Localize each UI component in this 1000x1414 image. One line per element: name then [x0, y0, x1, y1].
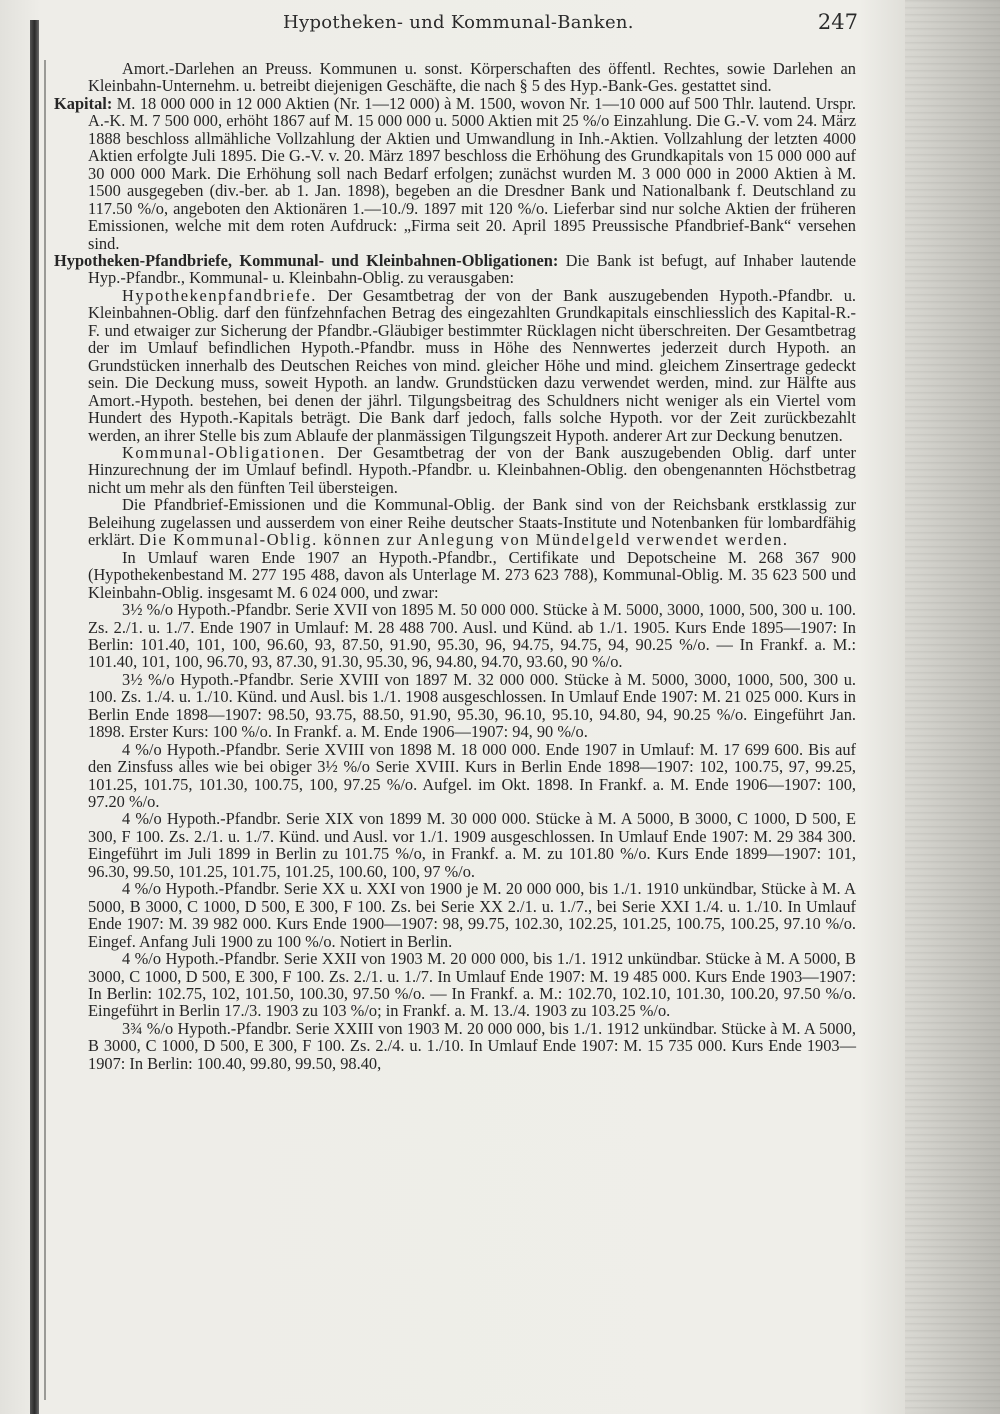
spaced-term: Die Kommunal-Oblig. können zur Anlegung von Mündelgeld verwendet werden. — [138, 530, 789, 550]
paragraph-text: 3½ %/o Hypoth.-Pfandbr. Serie XVII von 1895 M. 50 000 000. Stücke à M. 5000, 3000, 1000, 500, 300 u. 100. Zs. 2./1. u. 1./7. Ende 1907 in Umlauf: M. 28 488 700. Ausl. und Künd. ab 1./1. 1905. Kurs Ende 1895—1907: In Berlin: 101.40, 101, 100, 96.60, 93, 87.50, 91.90, 95.30, 96, 94.75, 94.75, 94, 90.25 %/o. — In Frankf. a. M.: 101.40, 101, 100, 96.70, 93, 87.30, 91.30, 95.30, 96, 94.80, 94.70, 93.60, 90 %/o. — [88, 600, 856, 672]
page-edge — [905, 0, 1000, 1414]
spaced-term: Hypothekenpfandbriefe. — [122, 285, 317, 305]
paragraph-p11 — [88, 810, 856, 880]
paragraph-p05 — [88, 444, 856, 496]
binding-shadow — [44, 60, 46, 1400]
paragraph-text: Die Bank ist befugt, auf Inhaber lautende Hyp.-Pfandbr., Kommunal- u. Kleinbahn-Oblig. zu verausgaben: — [88, 250, 856, 288]
paragraph-p14 — [88, 1020, 856, 1072]
paragraph-p13 — [88, 950, 856, 1020]
paragraph-text: 3½ %/o Hypoth.-Pfandbr. Serie XVIII von 1897 M. 32 000 000. Stücke à M. 5000, 3000, 1000, 500, 300 u. 100. Zs. 1./4. u. 1./10. Künd. und Ausl. bis 1./1. 1908 ausgeschlossen. In Umlauf Ende 1907: M. 21 025 000. Kurs in Berlin Ende 1898—1907: 98.50, 93.75, 88.50, 91.90, 95.30, 96.10, 95.10, 94.80, 94, 90.25 %/o. Eingeführt Jan. 1898. Erster Kurs: 100 %/o. In Frankf. a. M. Ende 1906—1907: 94, 90 %/o. — [88, 669, 856, 742]
paragraph-p06 — [88, 496, 856, 548]
paragraph-p10 — [88, 741, 856, 811]
page-number: 247 — [817, 10, 858, 34]
paragraph-text: Die Pfandbrief-Emissionen und die Kommunal-Oblig. der Bank sind von der Reichsbank erstklassig zur Beleihung zugelassen und ausserdem von einer Reihe deutscher Staats-Institute und Notenbanken für lombardfähig erklärt. — [88, 495, 856, 550]
paragraph-p12 — [88, 880, 856, 950]
paragraph-p04 — [88, 287, 856, 444]
paragraph-text: In Umlauf waren Ende 1907 an Hypoth.-Pfandbr., Certifikate und Depotscheine M. 268 367 900 (Hypothekenbestand M. 277 195 488, davon als Unterlage M. 273 623 788), Kommunal-Oblig. M. 35 623 500 und Kleinbahn-Oblig. insgesamt M. 6 024 000, und zwar: — [88, 547, 856, 602]
paragraph-text: 4 %/o Hypoth.-Pfandbr. Serie XXII von 1903 M. 20 000 000, bis 1./1. 1912 unkündbar. Stücke à M. A 5000, B 3000, C 1000, D 500, E 300, F 100. Zs. 2./1. u. 1./7. In Umlauf Ende 1907: M. 19 485 000. Kurs Ende 1903—1907: In Berlin: 102.75, 102, 101.50, 100.30, 97.50 %/o. — In Frankf. a. M.: 102.70, 102.10, 101.30, 100.20, 97.50 %/o. Eingeführt in Berlin 17./3. 1903 zu 103 %/o; in Frankf. a. M. 13./4. 1903 zu 103.25 %/o. — [88, 949, 856, 1021]
section-heading: Hypotheken-Pfandbriefe, Kommunal- und Kleinbahnen-Obligationen: — [54, 250, 559, 270]
paragraph-p03 — [54, 250, 856, 288]
section-heading: Kapital: — [54, 93, 113, 113]
paragraph-text: 4 %/o Hypoth.-Pfandbr. Serie XIX von 1899 M. 30 000 000. Stücke à M. A 5000, B 3000, C 1000, D 500, E 300, F 100. Zs. 2./1. u. 1./7. Künd. und Ausl. vor 1./1. 1909 ausgeschlossen. In Umlauf Ende 1907: M. 29 384 300. Eingeführt im Juli 1899 in Berlin zu 101.75 %/o, in Frankf. a. M. zu 101.80 %/o. Kurs Ende 1899—1907: 101, 96.30, 99.50, 101.25, 101.75, 101.25, 100.60, 100, 97 %/o. — [88, 809, 856, 881]
paragraph-p07 — [88, 549, 856, 601]
spaced-term: Kommunal-Obligationen. — [122, 442, 327, 462]
paragraph-text: 4 %/o Hypoth.-Pfandbr. Serie XX u. XXI von 1900 je M. 20 000 000, bis 1./1. 1910 unkündbar, Stücke à M. A 5000, B 3000, C 1000, D 500, E 300, F 100. Zs. bei Serie XX 2./1. u. 1./7., bei Serie XXI 1./4. u. 1./10. In Umlauf Ende 1907: M. 39 982 000. Kurs Ende 1900—1907: 98, 99.75, 102.30, 102.25, 101.25, 100.75, 100.25, 97.10 %/o. Eingef. Anfang Juli 1900 zu 100 %/o. Notiert in Berlin. — [88, 879, 856, 951]
header-title: Hypotheken- und Kommunal-Banken. — [283, 12, 634, 33]
paragraph-p09 — [88, 671, 856, 741]
binding-edge — [30, 20, 39, 1414]
paragraph-p02 — [54, 93, 856, 253]
body-text — [54, 59, 856, 1073]
paragraph-p08 — [88, 601, 856, 671]
paragraph-text: 3¾ %/o Hypoth.-Pfandbr. Serie XXIII von 1903 M. 20 000 000, bis 1./1. 1912 unkündbar. Stücke à M. A 5000, B 3000, C 1000, D 500, E 300, F 100. Zs. 2./4. u. 1./10. In Umlauf Ende 1907: M. 15 735 000. Kurs Ende 1903—1907: In Berlin: 100.40, 99.80, 99.50, 98.40, — [88, 1018, 856, 1073]
paragraph-text: 4 %/o Hypoth.-Pfandbr. Serie XVIII von 1898 M. 18 000 000. Ende 1907 in Umlauf: M. 17 699 600. Bis auf den Zinsfuss alles wie bei obiger 3½ %/o Serie XVIII. Kurs in Berlin Ende 1898—1907: 102, 100.75, 97, 99.25, 101.25, 101.75, 101.30, 100.75, 100, 97.25 %/o. Aufgel. im Okt. 1898. In Frankf. a. M. Ende 1906—1907: 100, 97.20 %/o. — [88, 739, 856, 812]
running-header — [88, 8, 858, 38]
paragraph-text: M. 18 000 000 in 12 000 Aktien (Nr. 1—12 000) à M. 1500, wovon Nr. 1—10 000 auf 500 Thlr. lautend. Urspr. A.-K. M. 7 500 000, erhöht 1867 auf M. 15 000 000 u. 5000 Aktien mit 25 %/o Einzahlung. Die G.-V. vom 24. März 1888 beschloss allmähliche Vollzahlung der Aktien und Umwandlung in Inh.-Aktien. Vollzahlung der letzten 4000 Aktien erfolgte Juli 1895. Die G.-V. v. 20. März 1897 beschloss die Erhöhung des Grundkapitals von 15 000 000 auf 30 000 000 Mark. Die Erhöhung soll nach Bedarf erfolgen; zunächst wurden M. 3 000 000 in 2000 Aktien à M. 1500 ausgegeben (div.-ber. ab 1. Jan. 1898), begeben an die Dresdner Bank und Nationalbank f. Deutschland zu 117.50 %/o, angeboten den Aktionären 1.—10./9. 1897 mit 120 %/o. Lieferbar sind nur solche Aktien der früheren Emissionen, welche mit dem roten Aufdruck: „Firma seit 20. April 1895 Preussische Pfandbrief-Bank“ versehen sind. — [88, 93, 856, 253]
paragraph-text: Der Gesamtbetrag der von der Bank auszugebenden Oblig. darf unter Hinzurechnung der im Umlauf befindl. Hypoth.-Pfandbr. u. Kleinbahnen-Oblig. den obengenannten Höchstbetrag nicht um mehr als den fünften Teil übersteigen. — [88, 442, 856, 497]
paragraph-text: Der Gesamtbetrag der von der Bank auszugebenden Hypoth.-Pfandbr. u. Kleinbahnen-Oblig. darf den fünfzehnfachen Betrag des eingezahlten Grundkapitals einschliesslich des Kapital-R.-F. und etwaiger zur Sicherung der Pfandbr.-Gläubiger bestimmter Rücklagen nicht überschreiten. Der Gesamtbetrag der im Umlauf befindlichen Hypoth.-Pfandbr. muss in Höhe des Nennwertes jederzeit durch Hypoth. an Grundstücken innerhalb des Deutschen Reiches von mind. gleicher Höhe und mind. gleichem Zinsertrage gedeckt sein. Die Deckung muss, soweit Hypoth. an landw. Grundstücken dazu verwendet werden, mind. zur Hälfte aus Amort.-Hypoth. bestehen, bei denen der jährl. Tilgungsbeitrag des Schuldners nicht weniger als ein Viertel vom Hundert des Hypoth.-Kapitals beträgt. Die Bank darf jedoch, falls solche Hypoth. vor der Zeit zurückbezahlt werden, an ihrer Stelle bis zum Ablaufe der planmässigen Tilgungszeit Hypoth. anderer Art zur Deckung benutzen. — [88, 285, 856, 445]
paragraph-text: Amort.-Darlehen an Preuss. Kommunen u. sonst. Körperschaften des öffentl. Rechtes, sowie Darlehen an Kleinbahn-Unternehm. u. betreibt diejenigen Geschäfte, die nach § 5 des Hyp.-Bank-Ges. gestattet sind. — [88, 59, 856, 96]
paragraph-p01 — [88, 60, 856, 95]
